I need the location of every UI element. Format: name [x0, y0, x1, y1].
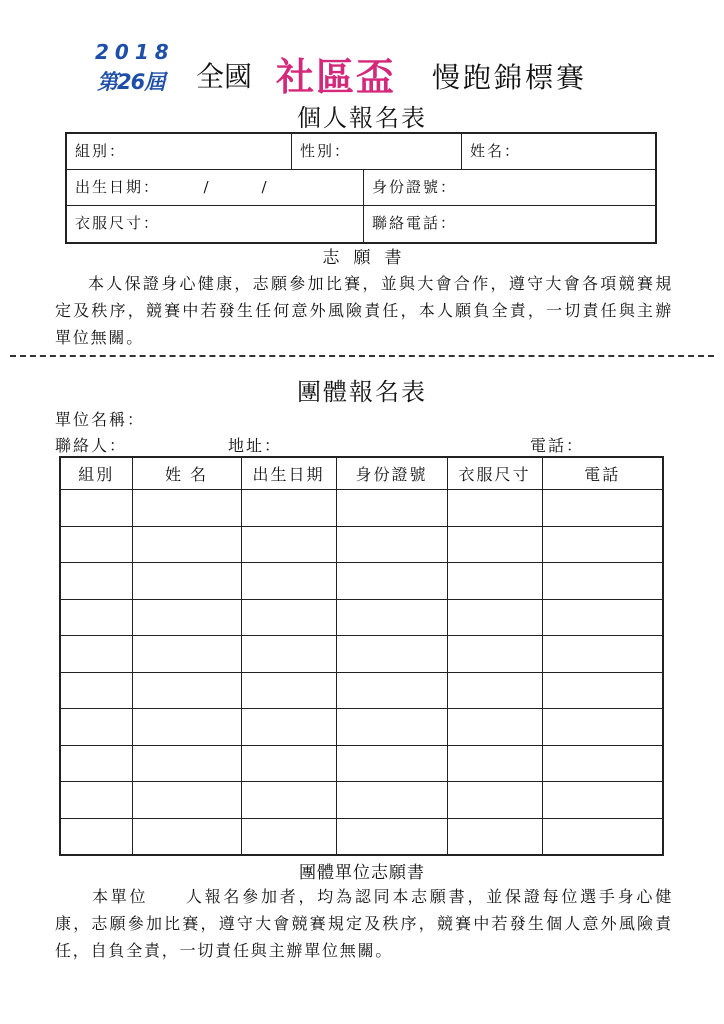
table-cell[interactable] — [241, 526, 336, 563]
table-cell[interactable] — [542, 745, 663, 782]
waiver-title: 志願書 — [322, 248, 416, 268]
table-cell[interactable] — [241, 745, 336, 782]
name-field[interactable]: 姓名： — [461, 134, 655, 169]
table-row — [60, 818, 663, 855]
table-row — [60, 709, 663, 746]
individual-form-title: 個人報名表 — [297, 104, 427, 132]
roster-body — [60, 490, 663, 856]
table-cell[interactable] — [336, 782, 447, 819]
table-cell[interactable] — [132, 490, 241, 527]
id-number-field[interactable]: 身份證號： — [363, 170, 655, 205]
table-cell[interactable] — [60, 526, 132, 563]
table-cell[interactable] — [132, 782, 241, 819]
table-cell[interactable] — [336, 672, 447, 709]
table-row — [60, 636, 663, 673]
table-cell[interactable] — [60, 818, 132, 855]
table-cell[interactable] — [336, 636, 447, 673]
event-brand-logo: 社區盃 — [276, 55, 397, 99]
table-cell[interactable] — [542, 636, 663, 673]
column-header: 身份證號 — [336, 457, 447, 490]
table-cell[interactable] — [336, 526, 447, 563]
event-scope: 全國 — [196, 60, 253, 93]
table-cell[interactable] — [336, 709, 447, 746]
table-cell[interactable] — [447, 490, 542, 527]
group-waiver-text: 本單位 人報名參加者，均為認同本志願書，並保證每位選手身心健康，志願參加比賽，遵守大會競賽規定及秩序，競賽中若發生個人意外風險責任，自負全責，一切責任與主辦單位無關。 — [55, 887, 673, 960]
table-cell[interactable] — [241, 709, 336, 746]
table-cell[interactable] — [241, 490, 336, 527]
table-cell[interactable] — [447, 709, 542, 746]
waiver-text: 本人保證身心健康，志願參加比賽，並與大會合作，遵守大會各項競賽規定及秩序，競賽中若發生任何意外風險責任，本人願負全責，一切責任與主辦單位無關。 — [55, 274, 673, 347]
table-cell[interactable] — [60, 490, 132, 527]
table-cell[interactable] — [60, 709, 132, 746]
table-cell[interactable] — [542, 818, 663, 855]
table-cell[interactable] — [336, 745, 447, 782]
table-cell[interactable] — [241, 636, 336, 673]
table-cell[interactable] — [542, 782, 663, 819]
event-edition: 第26屆 — [97, 70, 165, 94]
table-cell[interactable] — [336, 490, 447, 527]
table-cell[interactable] — [542, 526, 663, 563]
group-field[interactable]: 組別： — [75, 142, 127, 160]
column-header: 電話 — [542, 457, 663, 490]
table-cell[interactable] — [447, 636, 542, 673]
group-roster-table — [59, 456, 664, 856]
table-cell[interactable] — [60, 563, 132, 600]
table-row — [60, 672, 663, 709]
unit-name-label[interactable]: 單位名稱： — [55, 410, 146, 429]
table-cell[interactable] — [132, 818, 241, 855]
table-cell[interactable] — [447, 563, 542, 600]
table-cell[interactable] — [447, 818, 542, 855]
table-row — [60, 782, 663, 819]
birthdate-field[interactable]: 出生日期： / / — [75, 178, 269, 196]
individual-row-2 — [67, 170, 655, 206]
table-cell[interactable] — [60, 672, 132, 709]
table-cell[interactable] — [542, 563, 663, 600]
table-cell[interactable] — [60, 599, 132, 636]
table-cell[interactable] — [542, 599, 663, 636]
group-form-title: 團體報名表 — [297, 378, 427, 406]
group-waiver-title: 團體單位志願書 — [299, 863, 425, 883]
table-cell[interactable] — [241, 782, 336, 819]
table-cell[interactable] — [132, 526, 241, 563]
contact-person-label[interactable]: 聯絡人： — [55, 436, 128, 455]
table-cell[interactable] — [60, 636, 132, 673]
table-row — [60, 490, 663, 527]
table-cell[interactable] — [132, 709, 241, 746]
group-phone-label[interactable]: 電話： — [530, 436, 585, 455]
table-cell[interactable] — [336, 563, 447, 600]
table-cell[interactable] — [447, 782, 542, 819]
table-cell[interactable] — [241, 599, 336, 636]
column-header: 姓 名 — [132, 457, 241, 490]
table-cell[interactable] — [542, 709, 663, 746]
table-header-row — [60, 457, 663, 490]
table-cell[interactable] — [241, 672, 336, 709]
table-cell[interactable] — [132, 745, 241, 782]
table-row — [60, 599, 663, 636]
table-cell[interactable] — [336, 599, 447, 636]
table-cell[interactable] — [60, 782, 132, 819]
table-cell[interactable] — [241, 818, 336, 855]
event-year: 2018 — [95, 40, 175, 64]
phone-field[interactable]: 聯絡電話： — [363, 206, 655, 242]
table-cell[interactable] — [60, 745, 132, 782]
cut-line-divider — [10, 355, 714, 357]
gender-field[interactable]: 性別： — [291, 134, 461, 169]
table-cell[interactable] — [447, 745, 542, 782]
table-cell[interactable] — [542, 490, 663, 527]
column-header: 組別 — [60, 457, 132, 490]
column-header: 衣服尺寸 — [447, 457, 542, 490]
individual-row-3 — [67, 206, 655, 242]
table-row — [60, 563, 663, 600]
shirt-size-field[interactable]: 衣服尺寸： — [75, 214, 161, 232]
table-cell[interactable] — [132, 636, 241, 673]
table-cell[interactable] — [447, 672, 542, 709]
table-cell[interactable] — [132, 599, 241, 636]
table-cell[interactable] — [336, 818, 447, 855]
table-cell[interactable] — [241, 563, 336, 600]
table-cell[interactable] — [447, 526, 542, 563]
table-cell[interactable] — [447, 599, 542, 636]
address-label[interactable]: 地址： — [228, 436, 283, 455]
individual-form-table — [65, 132, 657, 244]
table-cell[interactable] — [132, 672, 241, 709]
table-cell[interactable] — [132, 563, 241, 600]
event-name: 慢跑錦標賽 — [432, 61, 588, 94]
column-header: 出生日期 — [241, 457, 336, 490]
table-row — [60, 745, 663, 782]
table-row — [60, 526, 663, 563]
individual-row-1 — [67, 134, 655, 170]
table-cell[interactable] — [542, 672, 663, 709]
